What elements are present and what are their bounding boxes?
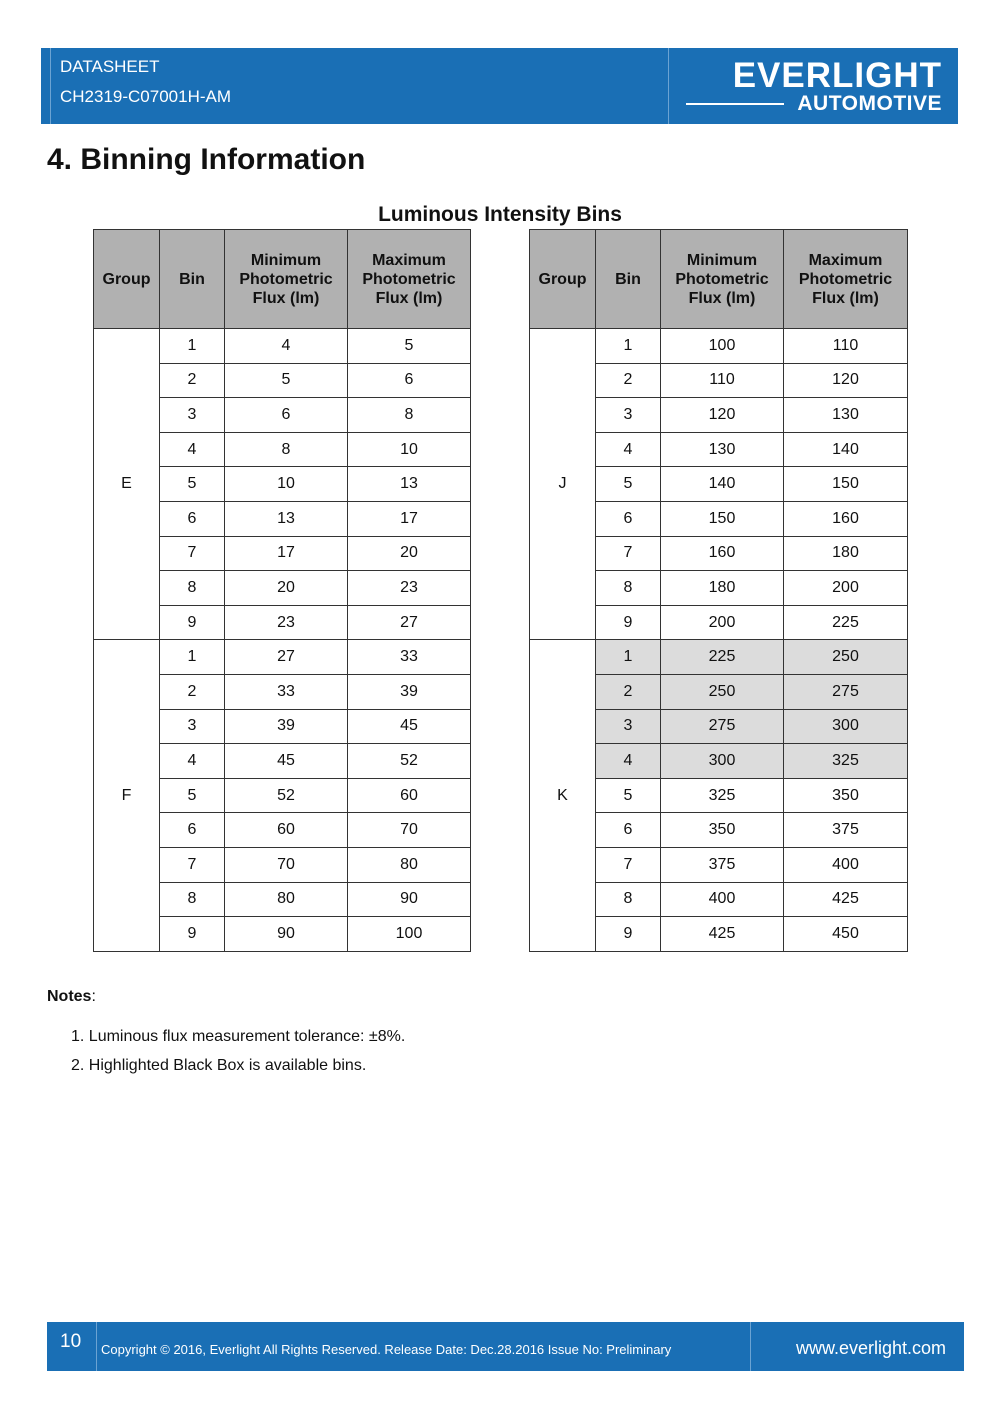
website-link[interactable]: www.everlight.com — [795, 1338, 946, 1358]
bin-cell: 7 — [596, 847, 661, 882]
header-banner — [41, 48, 958, 124]
min-cell: 4 — [225, 329, 348, 364]
bin-cell: 7 — [160, 536, 225, 571]
bin-cell: 5 — [596, 467, 661, 502]
table-header-row — [94, 230, 471, 329]
logo-rule — [686, 103, 784, 105]
min-cell: 160 — [661, 536, 784, 571]
max-cell: 160 — [784, 501, 908, 536]
min-cell: 425 — [661, 917, 784, 952]
min-cell: 130 — [661, 432, 784, 467]
bin-cell: 8 — [160, 571, 225, 606]
bin-cell: 6 — [596, 501, 661, 536]
min-cell: 350 — [661, 813, 784, 848]
logo-wordmark: EVERLIGHT — [732, 56, 942, 95]
max-cell: 52 — [348, 744, 471, 779]
copyright-text: Copyright © 2016, Everlight All Rights Reserved. Release Date: Dec.28.2016 Issue No: Preliminary — [101, 1342, 672, 1357]
max-cell: 17 — [348, 501, 471, 536]
max-cell: 450 — [784, 917, 908, 952]
min-cell: 8 — [225, 432, 348, 467]
max-cell: 39 — [348, 674, 471, 709]
table-row — [530, 640, 908, 675]
max-cell: 300 — [784, 709, 908, 744]
min-cell: 325 — [661, 778, 784, 813]
group-cell: E — [94, 329, 160, 640]
logo-subtitle: AUTOMOTIVE — [797, 92, 942, 115]
bin-cell: 5 — [160, 467, 225, 502]
bin-cell: 1 — [160, 329, 225, 364]
page-number: 10 — [60, 1331, 82, 1352]
min-cell: 45 — [225, 744, 348, 779]
bins-table-left — [93, 229, 471, 952]
bin-cell: 3 — [596, 709, 661, 744]
max-cell: 20 — [348, 536, 471, 571]
max-cell: 425 — [784, 882, 908, 917]
max-cell: 325 — [784, 744, 908, 779]
min-cell: 13 — [225, 501, 348, 536]
max-cell: 8 — [348, 398, 471, 433]
max-cell: 80 — [348, 847, 471, 882]
table-row — [94, 329, 471, 364]
min-cell: 200 — [661, 605, 784, 640]
bin-cell: 6 — [596, 813, 661, 848]
footer-banner — [47, 1322, 964, 1371]
bin-cell: 8 — [596, 882, 661, 917]
max-cell: 130 — [784, 398, 908, 433]
min-cell: 27 — [225, 640, 348, 675]
bin-cell: 2 — [596, 674, 661, 709]
bin-cell: 4 — [596, 432, 661, 467]
notes-colon: : — [91, 988, 96, 1005]
min-cell: 180 — [661, 571, 784, 606]
max-cell: 45 — [348, 709, 471, 744]
max-cell: 150 — [784, 467, 908, 502]
bin-cell: 2 — [160, 363, 225, 398]
max-cell: 375 — [784, 813, 908, 848]
min-cell: 275 — [661, 709, 784, 744]
notes-list — [71, 1028, 405, 1086]
max-cell: 180 — [784, 536, 908, 571]
note-item: 1. Luminous flux measurement tolerance: ±8%. — [71, 1028, 406, 1045]
min-cell: 39 — [225, 709, 348, 744]
min-cell: 150 — [661, 501, 784, 536]
max-cell: 110 — [784, 329, 908, 364]
notes-title: Notes — [47, 988, 92, 1005]
min-cell: 90 — [225, 917, 348, 952]
section-title: 4. Binning Information — [47, 143, 366, 176]
min-cell: 17 — [225, 536, 348, 571]
part-number: CH2319-C07001H-AM — [60, 87, 232, 106]
bin-cell: 1 — [596, 640, 661, 675]
min-cell: 80 — [225, 882, 348, 917]
doc-type-label: DATASHEET — [60, 57, 160, 76]
bin-cell: 9 — [596, 917, 661, 952]
min-cell: 300 — [661, 744, 784, 779]
bin-cell: 1 — [160, 640, 225, 675]
max-cell: 350 — [784, 778, 908, 813]
bin-cell: 3 — [596, 398, 661, 433]
min-cell: 6 — [225, 398, 348, 433]
group-cell: F — [94, 640, 160, 951]
min-cell: 120 — [661, 398, 784, 433]
note-item: 2. Highlighted Black Box is available bins. — [71, 1057, 367, 1074]
min-cell: 250 — [661, 674, 784, 709]
max-cell: 250 — [784, 640, 908, 675]
min-cell: 60 — [225, 813, 348, 848]
notes-heading — [47, 988, 96, 1006]
bin-cell: 4 — [160, 432, 225, 467]
min-cell: 23 — [225, 605, 348, 640]
max-cell: 33 — [348, 640, 471, 675]
min-cell: 70 — [225, 847, 348, 882]
max-cell: 100 — [348, 917, 471, 952]
bin-cell: 2 — [160, 674, 225, 709]
min-cell: 400 — [661, 882, 784, 917]
divider — [750, 1322, 751, 1371]
table-title: Luminous Intensity Bins — [378, 203, 622, 226]
max-cell: 140 — [784, 432, 908, 467]
table-row — [530, 329, 908, 364]
bins-table-right — [529, 229, 908, 952]
bin-cell: 4 — [160, 744, 225, 779]
bin-cell: 4 — [596, 744, 661, 779]
bin-cell: 9 — [160, 917, 225, 952]
max-cell: 13 — [348, 467, 471, 502]
bin-cell: 3 — [160, 398, 225, 433]
min-cell: 52 — [225, 778, 348, 813]
max-cell: 400 — [784, 847, 908, 882]
max-cell: 225 — [784, 605, 908, 640]
bin-cell: 7 — [160, 847, 225, 882]
min-cell: 375 — [661, 847, 784, 882]
bin-cell: 7 — [596, 536, 661, 571]
min-cell: 5 — [225, 363, 348, 398]
bin-cell: 9 — [160, 605, 225, 640]
min-cell: 33 — [225, 674, 348, 709]
column-header-min-flux: Minimum Photometric Flux (lm) — [225, 230, 348, 329]
min-cell: 225 — [661, 640, 784, 675]
column-header-bin: Bin — [160, 230, 225, 329]
max-cell: 10 — [348, 432, 471, 467]
column-header-max-flux: Maximum Photometric Flux (lm) — [784, 230, 908, 329]
bin-cell: 2 — [596, 363, 661, 398]
min-cell: 110 — [661, 363, 784, 398]
divider — [50, 48, 51, 124]
bin-cell: 9 — [596, 605, 661, 640]
bin-cell: 6 — [160, 501, 225, 536]
bin-cell: 8 — [160, 882, 225, 917]
max-cell: 275 — [784, 674, 908, 709]
column-header-min-flux: Minimum Photometric Flux (lm) — [661, 230, 784, 329]
divider — [668, 48, 669, 124]
bin-cell: 1 — [596, 329, 661, 364]
min-cell: 10 — [225, 467, 348, 502]
max-cell: 120 — [784, 363, 908, 398]
max-cell: 60 — [348, 778, 471, 813]
min-cell: 140 — [661, 467, 784, 502]
max-cell: 23 — [348, 571, 471, 606]
max-cell: 6 — [348, 363, 471, 398]
min-cell: 100 — [661, 329, 784, 364]
bin-cell: 8 — [596, 571, 661, 606]
group-cell: J — [530, 329, 596, 640]
group-cell: K — [530, 640, 596, 951]
max-cell: 5 — [348, 329, 471, 364]
column-header-group: Group — [94, 230, 160, 329]
table-row — [94, 640, 471, 675]
max-cell: 90 — [348, 882, 471, 917]
table-header-row — [530, 230, 908, 329]
bin-cell: 5 — [596, 778, 661, 813]
bin-cell: 3 — [160, 709, 225, 744]
max-cell: 200 — [784, 571, 908, 606]
column-header-bin: Bin — [596, 230, 661, 329]
everlight-logo — [684, 54, 942, 118]
max-cell: 27 — [348, 605, 471, 640]
column-header-max-flux: Maximum Photometric Flux (lm) — [348, 230, 471, 329]
min-cell: 20 — [225, 571, 348, 606]
bin-cell: 6 — [160, 813, 225, 848]
bin-cell: 5 — [160, 778, 225, 813]
divider — [96, 1322, 97, 1371]
max-cell: 70 — [348, 813, 471, 848]
column-header-group: Group — [530, 230, 596, 329]
